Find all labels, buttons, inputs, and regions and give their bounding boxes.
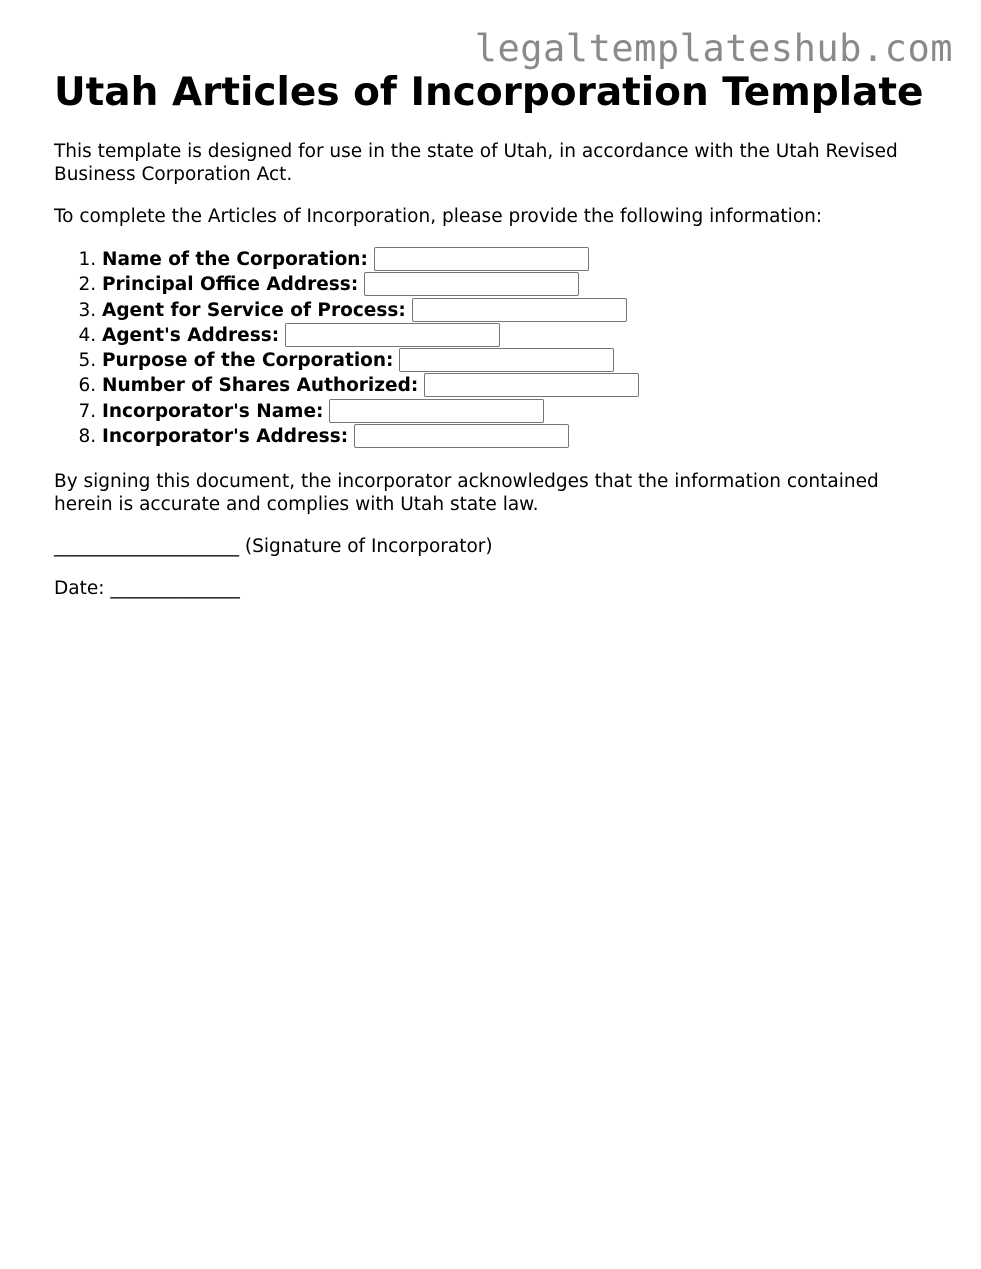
field-label: Number of Shares Authorized: xyxy=(102,375,419,397)
field-item-principal-office-address xyxy=(102,272,934,297)
field-item-purpose xyxy=(102,348,934,373)
field-label: Principal Office Address: xyxy=(102,274,359,296)
field-label: Incorporator's Name: xyxy=(102,400,324,422)
field-label: Incorporator's Address: xyxy=(102,426,349,448)
field-label: Agent for Service of Process: xyxy=(102,299,406,321)
agent-address-input[interactable] xyxy=(285,323,500,347)
incorporator-name-input[interactable] xyxy=(329,399,544,423)
intro-paragraph: This template is designed for use in the state of Utah, in accordance with the Utah Revised Business Corporation Act. xyxy=(54,141,898,185)
field-label: Agent's Address: xyxy=(102,324,280,346)
page-title: Utah Articles of Incorporation Template xyxy=(54,70,924,115)
field-label: Purpose of the Corporation: xyxy=(102,350,394,372)
incorporator-address-input[interactable] xyxy=(354,424,569,448)
field-list xyxy=(54,247,934,449)
field-label: Name of the Corporation: xyxy=(102,249,368,270)
field-item-incorporator-address xyxy=(102,424,934,449)
watermark: legaltemplateshub.com xyxy=(474,27,953,70)
purpose-input[interactable] xyxy=(399,348,614,372)
field-item-agent-for-service xyxy=(102,298,934,323)
field-item-shares-authorized xyxy=(102,373,934,398)
field-item-incorporator-name xyxy=(102,399,934,424)
shares-authorized-input[interactable] xyxy=(424,373,639,397)
signature-line: ____________________ (Signature of Incorporator) xyxy=(54,536,493,558)
field-item-agent-address xyxy=(102,323,934,348)
document-body xyxy=(54,70,934,600)
date-line: Date: ______________ xyxy=(54,578,240,600)
corporation-name-input[interactable] xyxy=(374,247,589,271)
instruction-paragraph: To complete the Articles of Incorporation, please provide the following information: xyxy=(54,206,823,227)
acknowledgement-paragraph: By signing this document, the incorporator acknowledges that the information contained herein is accurate and complies with Utah state law. xyxy=(54,471,879,516)
agent-for-service-input[interactable] xyxy=(412,298,627,322)
field-item-corporation-name xyxy=(102,247,934,272)
principal-office-address-input[interactable] xyxy=(364,272,579,296)
